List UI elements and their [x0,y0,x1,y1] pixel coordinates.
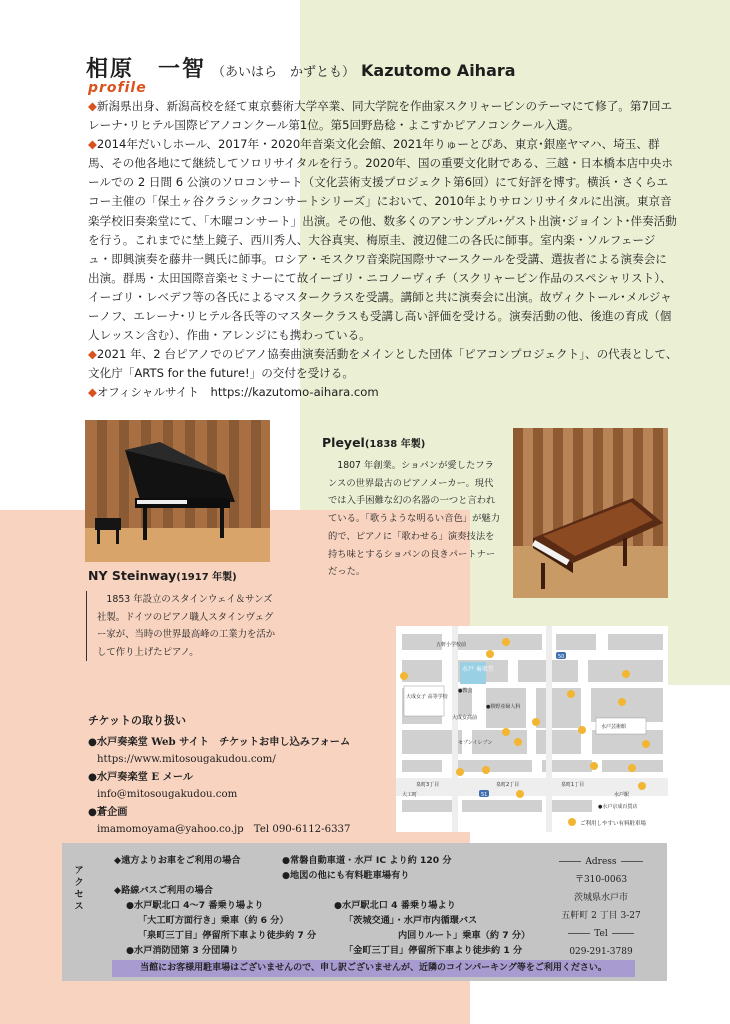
steinway-piano-image [85,420,270,562]
profile-label: profile [88,80,147,96]
access-bus1-c: 「泉町三丁目」停留所下車より徒歩約 7 分 [138,930,317,941]
parking-notice: 当館にお客様用駐車場はございませんので、申し訳ございませんが、近隣のコインパーキング等をご利用ください。 [112,960,635,977]
ticket-contact: imamomoyama@yahoo.co.jp Tel 090-6112-6337 [97,824,351,835]
map-label-taisei-mae: 大成女高前 [452,715,478,721]
pleyel-piano-image [513,428,668,598]
access-bus1-b: 「大工町方面行き」乗車（約 6 分） [138,915,289,926]
steinway-year: (1917 年製) [176,572,237,583]
map-label-geijutsu: 水戸芸術館 [601,724,627,730]
diamond-bullet: ◆ [88,99,97,113]
steinway-photo [85,420,270,562]
access-parking: ●地図の他にも有料駐車場有り [282,870,410,881]
name-japanese: 相原 一智 [86,57,207,82]
pleyel-year: (1838 年製) [364,439,426,450]
map-label-izumi3: 泉町3丁目 [416,782,440,788]
access-highway: ●常磐自動車道・水戸 IC より約 120 分 [282,855,452,866]
ticket-web: ●水戸奏楽堂 Web サイト チケットお申し込みフォーム [88,735,351,748]
access-car: ◆遠方よりお車をご利用の場合 [114,855,241,866]
biography [88,97,678,403]
map-label-store: ●水戸京成百貨店 [598,804,638,810]
page-header [86,52,516,83]
steinway-section [88,568,278,661]
map-label-church: ●教会 [458,688,473,694]
access-label: アクセス [74,866,84,912]
bio-paragraph: ◆新潟県出身、新潟高校を経て東京藝術大学卒業、同大学院を作曲家スクリャービンのテーマにて修了。第7回エレーナ･リヒテル国際ピアノコンクール第1位。第5回野島稔・よこすかピアノコンクール入選。 [88,99,673,133]
tel-title: Tel [594,929,608,939]
diamond-bullet: ◆ [88,347,97,362]
name-kana: （あいはら かずとも） [212,65,356,80]
bio-paragraph: ◆2014年だいしホール、2017年・2020年音楽文化会館、2021年りゅーとぴあ、東京･銀座ヤマハ、埼玉、群馬、その他各地にて継続してソロリサイタルを行う。2020年、国の重要文化財である、三越・日本橋本店中央ホールでの 2 日間 6 公演のソロコンサート（文化芸術支援プロジェクト第6回）にて好評を博す。横浜・さくらエコー主催の「保土ヶ谷クラシックコンサートシリーズ」において、2010年よりサロンリサイタルに出演。東京音楽学校旧奏楽堂にて、「木曜コンサート」出演。その他、数多くのアンサンブル･ゲスト出演･ジョイント･伴奏活動を行う。これまでに埜上鏡子、西川秀人、大谷真実、梅原圭、渡辺健二の各氏に師事。室内楽・ソルフェージュ・即興演奏を藤井一興氏に師事。ロシア・モスクワ音楽院国際サマースクールを受講、選抜者による演奏会に出演。群馬・太田国際音楽セミナーにて故イーゴリ・ニコノーヴィチ（スクリャービン作品のスペシャリスト）、イーゴリ・レベデフ等の各氏によるマスタークラスを受講。講師と共に演奏会に出演。故ヴィクトール･メルジャーノフ、エレーナ･リヒテル各氏等のマスタークラスも受講し高い評価を受ける。演奏活動の他、後進の育成（個人レッスン含む）、作曲・アレンジにも携わっている。 [88,137,677,343]
access-bus2-d: 「金町三丁目」停留所下車より徒歩約 1 分 [344,945,523,956]
ticket-email[interactable]: info@mitosougakudou.com [97,789,238,800]
map-label-izumi2: 泉町2丁目 [496,782,520,788]
map-label-clinic: ●勝野産婦人科 [486,704,521,710]
bio-paragraph: ◆2021 年、2 台ピアノでのピアノ協奏曲演奏活動をメインとした団体「ピアコンプロジェクト」、の代表として、文化庁「ARTS for the future!」の交付を受ける。 [88,347,678,381]
access-map [396,626,668,832]
address-title: Adress [585,857,617,867]
route-sign [556,652,566,660]
access-bus: ◆路線バスご利用の場合 [114,885,213,896]
map-label-odakucho: 大工町 [402,792,418,798]
access-bus2-c: 内回りルート」乗車（約 7 分） [398,930,531,941]
diamond-bullet: ◆ [88,385,97,400]
name-english: Kazutomo Aihara [361,61,516,80]
steinway-description: 1853 年設立のスタインウェイ＆サンズ社製。ドイツのピアノ職人スタインヴェグー家が、当時の世界最高峰の工業力を活かして作り上げたピアノ。 [86,591,278,661]
map-drawing [396,626,668,832]
map-label-station: 水戸駅 [614,792,630,798]
ticket-heading: チケットの取り扱い [88,714,187,727]
address-street: 五軒町 2 丁目 3-27 [561,911,641,921]
address-block [540,853,662,961]
address-city: 茨城県水戸市 [573,893,628,903]
svg-text:51: 51 [481,792,488,798]
ticket-company: ●蒼企画 [88,805,128,818]
pleyel-title: Pleyel [322,435,365,450]
ticket-url[interactable]: https://www.mitosougakudou.com/ [97,754,276,765]
pleyel-section [322,435,502,581]
pleyel-description: 1807 年創業。ショパンが愛したフランスの世界最古のピアノメーカー。現代では入手困難な幻の名器の一つと言われている。「歌うような明るい音色」が魅力的で、ピアノに「歌わせる」演奏技法を持ち味とするショパンの良きパートナーだった。 [328,460,500,578]
svg-text:50: 50 [558,654,565,660]
access-bus2-a: ●水戸駅北口 4 番乗り場より [334,900,456,911]
access-bus1-a: ●水戸駅北口 4～7 番乗り場より [126,900,264,911]
ticket-section [88,712,351,839]
map-legend: ご利用しやすい有料駐車場 [580,821,647,827]
map-label-izumi1: 泉町1丁目 [561,782,585,788]
pleyel-photo [513,428,668,598]
access-bus2-b: 「茨城交通」・水戸市内循環バス [344,915,478,926]
map-label-taisei: 大成女子 高等学校 [406,694,448,700]
map-label-seven: セブンイレブン [458,740,493,746]
steinway-title: NY Steinway [88,568,177,583]
ticket-email-label: ●水戸奏楽堂 E メール [88,770,194,783]
diamond-bullet: ◆ [88,137,97,152]
official-site-link[interactable]: ◆オフィシャルサイト https://kazutomo-aihara.com [88,385,379,400]
tel-number: 029-291-3789 [569,947,633,957]
map-label-goken: 五軒小学校前 [436,642,467,648]
access-section [62,843,667,981]
route-sign [479,790,489,798]
postal-code: 〒310-0063 [574,875,628,885]
access-bus1-d: ●水戸消防団第 3 分団隣り [126,945,239,956]
map-label-hall: 水戸 奏楽堂 [462,666,494,673]
